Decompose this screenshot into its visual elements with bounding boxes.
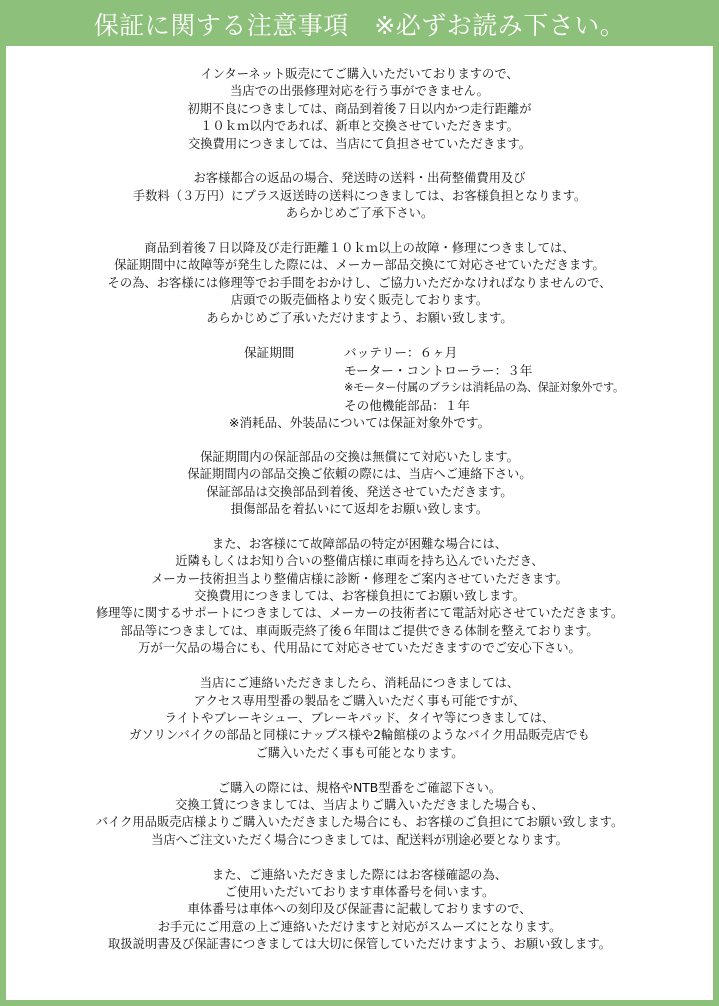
text-line: 近隣もしくはお知り合いの整備店様に車両を持ち込んでいただき、 (175, 554, 544, 569)
paragraph-warranty-parts (6, 449, 713, 519)
warranty-item: バッテリー：６ヶ月 (344, 345, 458, 361)
notice-body (6, 66, 713, 971)
text-line: 当店へご注文いただく場合につきましては、配送料が別途必要となります。 (151, 832, 568, 847)
text-line: ご購入の際には、規格やNTB型番をご確認下さい。 (217, 780, 502, 795)
paragraph-frame-number (6, 867, 713, 954)
paragraph-consumables (6, 675, 713, 762)
text-line: お客様都合の返品の場合、発送時の送料・出荷整備費用及び (193, 171, 526, 186)
text-line: ご使用いただいております車体番号を伺います。 (224, 884, 495, 899)
paragraph-after-7-days (6, 240, 713, 327)
text-line: 手数料（３万円）にプラス返送時の送料につきましては、お客様負担となります。 (132, 188, 587, 203)
text-line: 店頭での販売価格より安く販売しております。 (230, 293, 489, 308)
notice-title: 保証に関する注意事項 ※必ずお読み下さい。 (93, 11, 626, 40)
text-line: 交換費用につきましては、お客様負担にてお願い致します。 (194, 589, 525, 604)
text-line: 取扱説明書及び保証書につきましては大切に保管していただけますよう、お願い致します。 (108, 937, 611, 952)
text-line: ご購入いただく事も可能となります。 (255, 745, 464, 760)
text-line: 交換工賃につきましては、当店よりご購入いただきました場合も、 (175, 797, 544, 812)
text-line: 交換費用につきましては、当店にて負担させていただきます。 (187, 136, 532, 151)
text-line: １０ｋｍ以内であれば、新車と交換させていただきます。 (200, 119, 519, 134)
text-line: その為、お客様には修理等でお手間をおかけし、ご協力いただかなければなりませんので、 (107, 275, 612, 290)
warranty-items (344, 344, 624, 414)
notice-header (6, 6, 713, 46)
text-line: 万が一欠品の場合にも、代用品にて対応させていただきますのでご安心下さい。 (138, 641, 581, 656)
warranty-item: その他機能部品：１年 (344, 397, 470, 413)
warranty-period-block (6, 344, 713, 431)
paragraph-returns (6, 170, 713, 222)
text-line: また、ご連絡いただきました際にはお客様確認の為、 (211, 867, 508, 882)
warranty-exclusion-note: ※消耗品、外装品については保証対象外です。 (228, 415, 491, 431)
text-line: メーカー技術担当より整備店様に診断・修理をご案内させていただきます。 (151, 571, 568, 586)
text-line: ライトやブレーキシュー、ブレーキパッド、タイヤ等につきましては、 (164, 710, 555, 725)
text-line: 初期不良につきましては、商品到着後７日以内かつ走行距離が (187, 101, 532, 116)
text-line: 商品到着後７日以降及び走行距離１０ｋｍ以上の故障・修理につきましては、 (144, 241, 575, 256)
paragraph-purchase-notes (6, 780, 713, 850)
text-line: 修理等に関するサポートにつきましては、メーカーの技術者にて電話対応させていただきます。 (95, 606, 624, 621)
text-line: 保証期間内の部品交換ご依頼の際には、当店へご連絡下さい。 (187, 467, 532, 482)
text-line: 保証期間内の保証部品の交換は無償にて対応いたします。 (200, 449, 519, 464)
text-line: バイク用品販売店様よりご購入いただきました場合にも、お客様のご負担にてお願い致します。 (95, 815, 624, 830)
text-line: 部品等につきましては、車両販売終了後６年間はご提供できる体制を整えております。 (120, 623, 599, 638)
warranty-item: モーター・コントローラー：３年 (344, 362, 533, 378)
text-line: また、お客様にて故障部品の特定が困難な場合には、 (211, 536, 508, 551)
text-line: 車体番号は車体への刻印及び保証書に記載しておりますので、 (187, 902, 532, 917)
text-line: 当店での出張修理対応を行う事ができません。 (230, 84, 489, 99)
warranty-label: 保証期間 (244, 345, 295, 361)
text-line: 損傷部品を着払いにて返却をお願い致します。 (230, 502, 489, 517)
text-line: インターネット販売にてご購入いただいておりますので、 (200, 67, 519, 81)
warranty-item-note: ※モーター付属のブラシは消耗品の為、保証対象外です。 (344, 381, 624, 395)
paragraph-diagnosis-support (6, 536, 713, 658)
text-line: アクセス専用型番の製品をご購入いただく事も可能ですが、 (193, 693, 526, 708)
text-line: ガソリンバイクの部品と同様にナップス様や2輪館様のようなバイク用品販売店でも (129, 728, 590, 743)
text-line: 当店にご連絡いただきましたら、消耗品につきましては、 (199, 676, 520, 691)
paragraph-initial-defect (6, 66, 713, 153)
text-line: お手元にご用意の上ご連絡いただけますと対応がスムーズにとなります。 (157, 919, 562, 934)
text-line: あらかじめご了承いただけますよう、お願い致します。 (206, 310, 513, 325)
text-line: 保証部品は交換部品到着後、発送させていただきます。 (206, 484, 513, 499)
text-line: あらかじめご了承下さい。 (285, 206, 434, 221)
text-line: 保証期間中に故障等が発生した際には、メーカー部品交換にて対応させていただきます。 (114, 258, 605, 273)
